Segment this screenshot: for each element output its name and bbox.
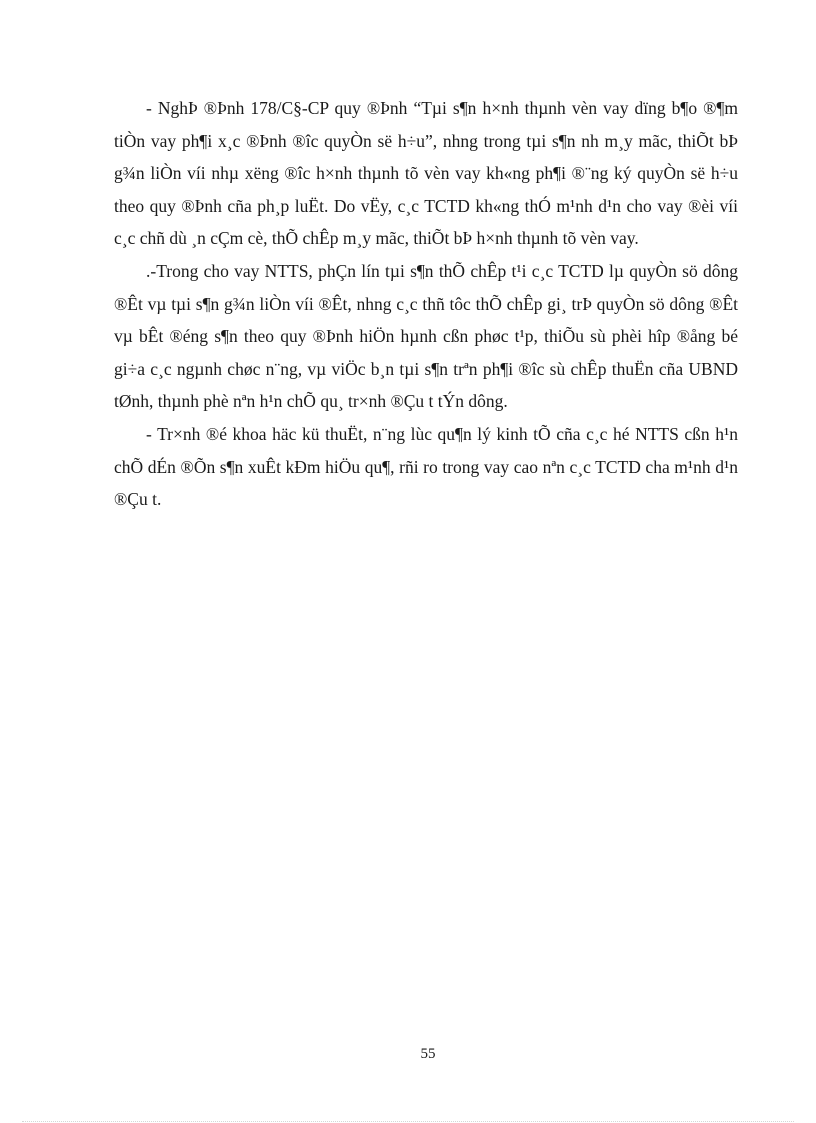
paragraph-decree-178: - NghÞ ®Þnh 178/C§-CP quy ®Þnh “Tµi s¶n h×nh thµnh vèn vay dïng b¶o ®¶m tiÒn vay ph¶i x¸c ®Þnh ®îc quyÒn së h÷u”, nhng trong tµi s¶n nh m¸y mãc, thiÕt bÞ g¾n liÒn víi nhµ xëng ®îc h×nh thµnh tõ vèn vay kh«ng ph¶i ®¨ng ký quyÒn së h÷u theo quy ®Þnh cña ph¸p luËt. Do vËy, c¸c TCTD kh«ng thÓ m¹nh d¹n cho vay ®èi víi c¸c chñ dù ¸n cÇm cè, thÕ chÊp m¸y mãc, thiÕt bÞ h×nh thµnh tõ vèn vay. <box>114 98 738 249</box>
paragraph-technical-skills: - Tr×nh ®é khoa häc kü thuËt, n¨ng lùc qu¶n lý kinh tÕ cña c¸c hé NTTS cßn h¹n chÕ dÉn ®Õn s¶n xuÊt kÐm hiÖu qu¶, rñi ro trong vay cao nªn c¸c TCTD cha m¹nh d¹n ®Çu t. <box>114 423 738 510</box>
page-number: 55 <box>420 1046 436 1062</box>
paragraph-mortgage-procedures: .-Trong cho vay NTTS, phÇn lín tµi s¶n thÕ chÊp t¹i c¸c TCTD lµ quyÒn sö dông ®Êt vµ tµi s¶n g¾n liÒn víi ®Êt, nhng c¸c thñ tôc thÕ chÊp gi¸ trÞ quyÒn sö dông ®Êt vµ bÊt ®éng s¶n theo quy ®Þnh hiÖn hµnh cßn phøc t¹p, thiÕu sù phèi hîp ®ång bé gi÷a c¸c ngµnh chøc n¨ng, vµ viÖc b¸n tµi s¶n trªn ph¶i ®îc sù chÊp thuËn cña UBND tØnh, thµnh phè nªn h¹n chÕ qu¸ tr×nh ®Çu t tÝn dông. <box>114 260 738 412</box>
body-text <box>114 92 738 516</box>
page-bottom-divider <box>22 1121 794 1122</box>
